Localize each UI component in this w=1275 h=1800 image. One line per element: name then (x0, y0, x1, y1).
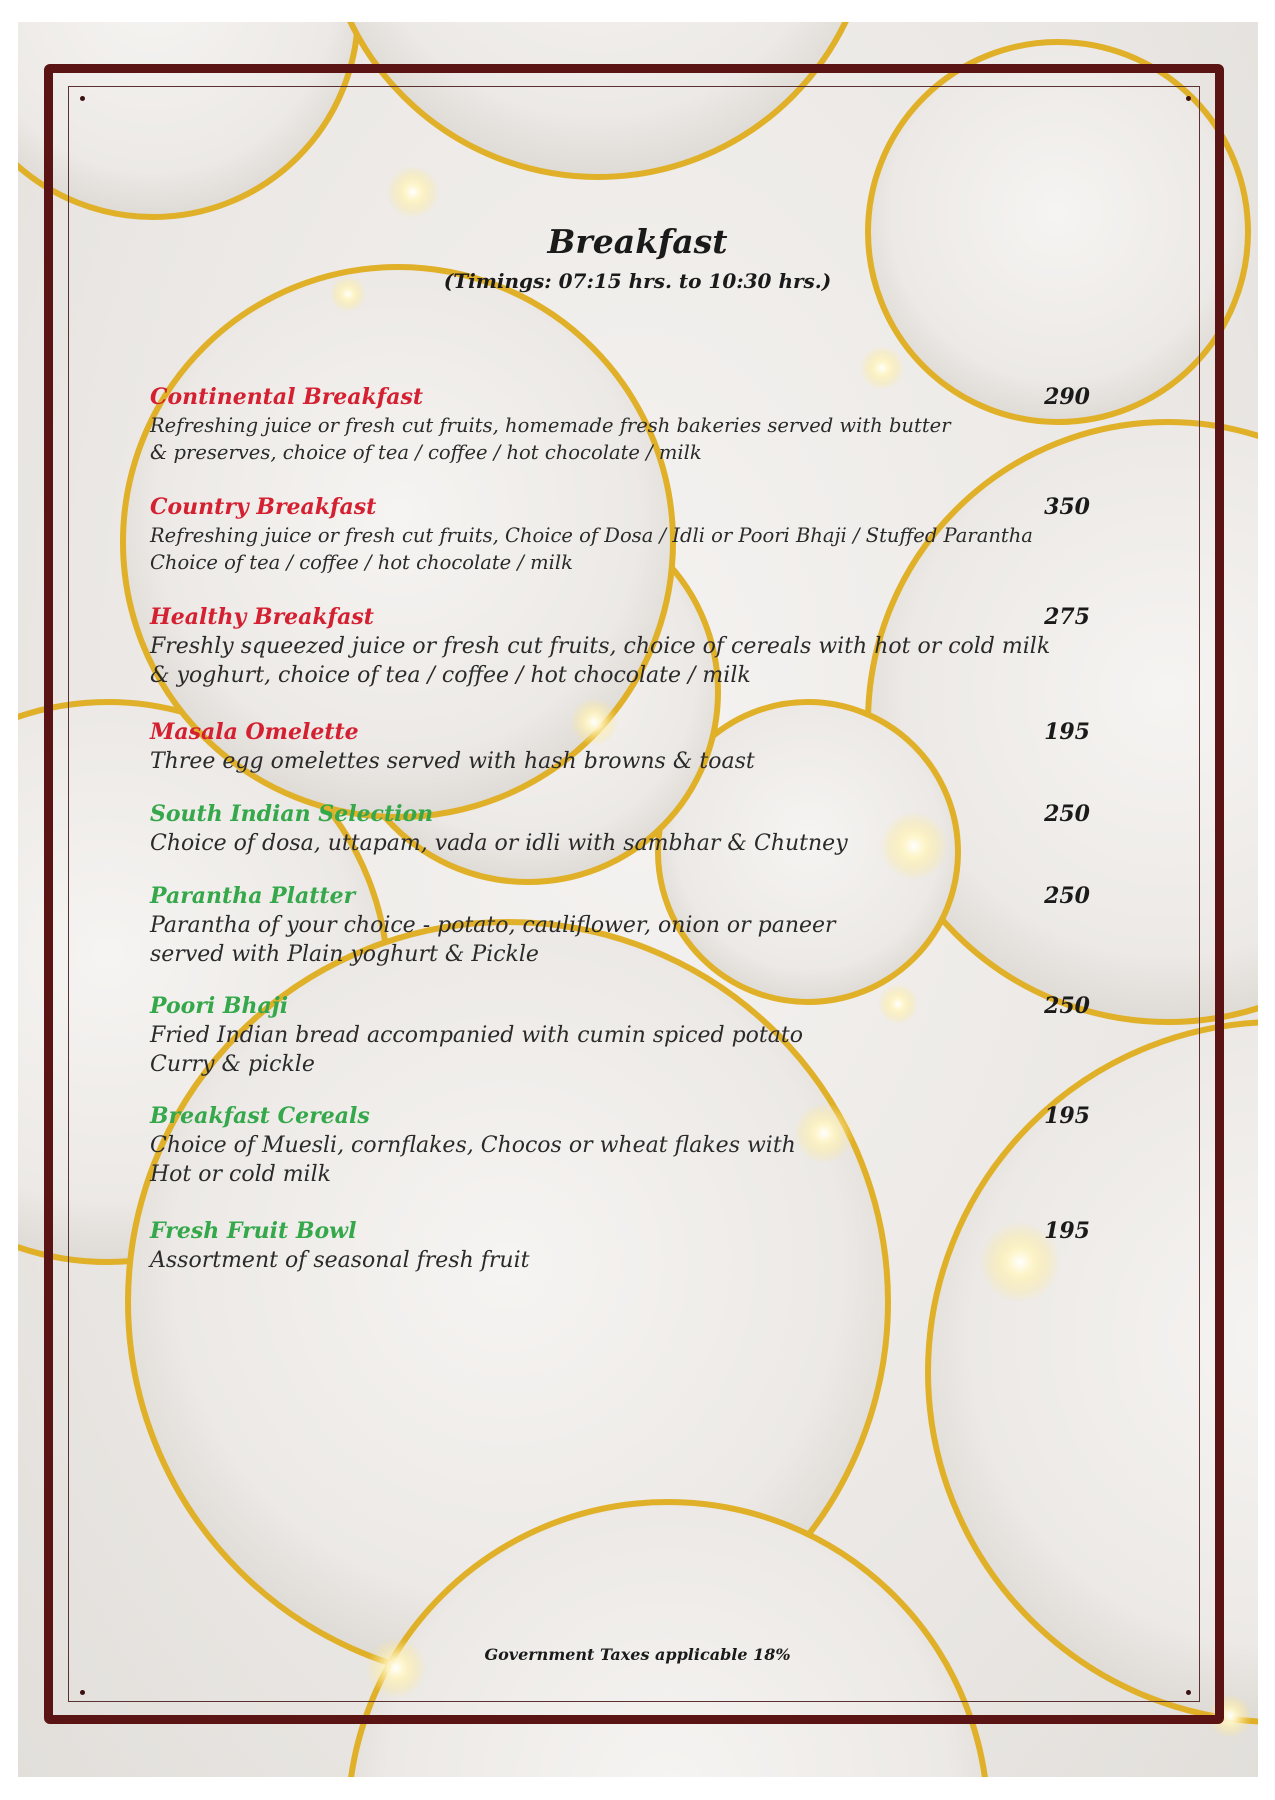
menu-item (150, 384, 1090, 466)
description-line: Parantha of your choice - potato, cauliflower, onion or paneer (150, 913, 836, 938)
menu-item (150, 1218, 1090, 1275)
description-line: Fried Indian bread accompanied with cumin spiced potato (150, 1023, 803, 1048)
item-description (150, 632, 1090, 690)
description-line: Freshly squeezed juice or fresh cut fruits, choice of cereals with hot or cold milk (150, 634, 1051, 659)
item-price: 195 (1044, 719, 1090, 745)
item-price: 250 (1044, 883, 1090, 909)
description-line: Three egg omelettes served with hash browns & toast (150, 749, 755, 774)
item-name: Country Breakfast (150, 494, 377, 520)
item-name: Healthy Breakfast (150, 604, 374, 630)
item-price: 250 (1044, 801, 1090, 827)
item-name: Breakfast Cereals (150, 1103, 370, 1129)
description-line: Hot or cold milk (150, 1162, 331, 1187)
menu-item (150, 604, 1090, 690)
item-price: 350 (1044, 494, 1090, 520)
item-name: Parantha Platter (150, 883, 356, 909)
item-name: Poori Bhaji (150, 993, 289, 1019)
description-line: Choice of tea / coffee / hot chocolate / milk (150, 551, 573, 574)
page-title: Breakfast (547, 222, 728, 261)
menu-item (150, 1103, 1090, 1189)
item-description (150, 1021, 1090, 1079)
description-line: Choice of Muesli, cornflakes, Chocos or wheat flakes with (150, 1133, 796, 1158)
item-name: Fresh Fruit Bowl (150, 1218, 357, 1244)
menu-item (150, 801, 1090, 858)
menu-item (150, 494, 1090, 576)
item-description (150, 911, 1090, 969)
item-description (150, 522, 1090, 576)
item-name: Masala Omelette (150, 719, 359, 745)
menu-item (150, 719, 1090, 776)
item-description (150, 747, 1090, 776)
item-description (150, 1131, 1090, 1189)
item-price: 275 (1044, 604, 1090, 630)
item-description (150, 829, 1090, 858)
item-price: 195 (1044, 1103, 1090, 1129)
menu-item (150, 993, 1090, 1079)
description-line: Refreshing juice or fresh cut fruits, Choice of Dosa / Idli or Poori Bhaji / Stuffed Parantha (150, 524, 1033, 547)
description-line: Refreshing juice or fresh cut fruits, homemade fresh bakeries served with butter (150, 414, 951, 437)
description-line: & yoghurt, choice of tea / coffee / hot chocolate / milk (150, 663, 751, 688)
item-price: 250 (1044, 993, 1090, 1019)
tax-note: Government Taxes applicable 18% (484, 1645, 791, 1664)
item-name: South Indian Selection (150, 801, 434, 827)
item-description (150, 1246, 1090, 1275)
description-line: Choice of dosa, uttapam, vada or idli with sambhar & Chutney (150, 831, 848, 856)
item-description (150, 412, 1090, 466)
item-name: Continental Breakfast (150, 384, 424, 410)
description-line: Curry & pickle (150, 1052, 315, 1077)
item-price: 195 (1044, 1218, 1090, 1244)
timings-subtitle: (Timings: 07:15 hrs. to 10:30 hrs.) (443, 269, 832, 293)
description-line: Assortment of seasonal fresh fruit (150, 1248, 530, 1273)
item-price: 290 (1044, 384, 1090, 410)
description-line: & preserves, choice of tea / coffee / hot chocolate / milk (150, 441, 702, 464)
menu-item (150, 883, 1090, 969)
description-line: served with Plain yoghurt & Pickle (150, 942, 539, 967)
